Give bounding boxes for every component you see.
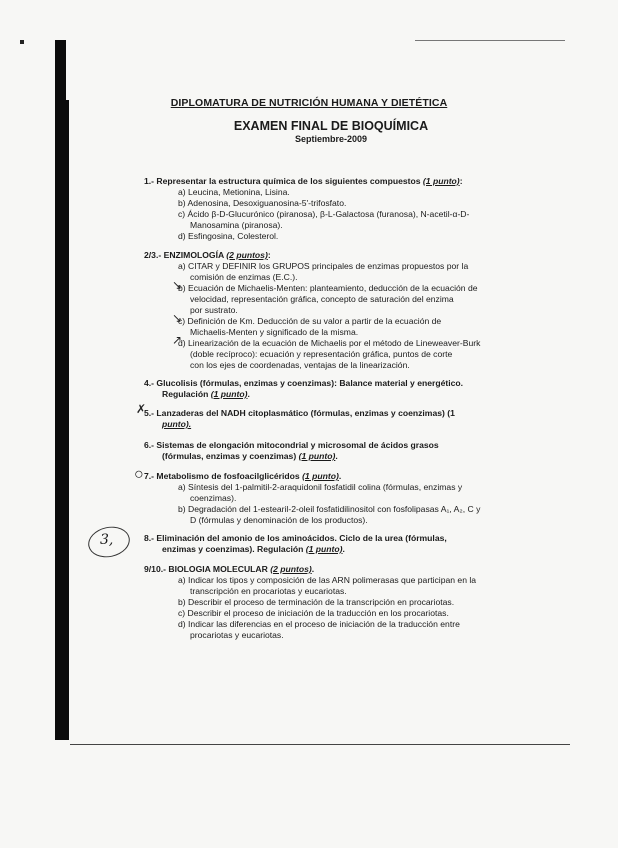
question-1-text: 1.- Representar la estructura química de los siguientes compuestos [144,176,423,186]
program-title: DIPLOMATURA DE NUTRICIÓN HUMANA Y DIETÉTICA [170,97,448,109]
question-9-10-text: 9/10.- BIOLOGIA MOLECULAR [144,564,271,574]
question-1-item-c: c) Ácido β-D-Glucurónico (piranosa), β-L-Galactosa (furanosa), N-acetil-α-D- [178,209,470,219]
exam-date: Septiembre-2009 [294,134,368,144]
question-2-3-item-c: c) Definición de Km. Deducción de su valor a partir de la ecuación de [178,316,442,326]
question-2-3-item-b-cont1: velocidad, representación gráfica, concepto de saturación del enzima [190,294,454,304]
question-2-3-item-b: b) Ecuación de Michaelis-Menten: planteamiento, deducción de la ecuación de [178,283,478,293]
question-8-line2 [162,544,345,554]
question-9-10-item-d-cont: procariotas y eucariotas. [190,630,284,640]
question-4: 4.- Glucolisis (fórmulas, enzimas y coenzimas): Balance material y energético. [144,378,464,388]
question-9-10-item-b: b) Describir el proceso de terminación de la transcripción en procariotas. [178,597,455,607]
question-9-10-points: (2 puntos) [270,564,312,574]
scan-dot [20,40,24,44]
question-1 [144,176,463,186]
question-6-suffix: . [335,451,338,461]
question-1-item-a: a) Leucina, Metionina, Lisina. [178,187,290,197]
handwritten-note: 3, [100,532,114,548]
handwritten-circle-mark: ○ [134,466,144,483]
question-7-item-b-cont: D (fórmulas y denominación de los productos). [190,515,368,525]
handwritten-check-mark: ↗ [172,333,183,347]
question-9-10-item-d: d) Indicar las diferencias en el proceso de iniciación de la traducción entre [178,619,460,629]
question-1-item-d: d) Esfingosina, Colesterol. [178,231,279,241]
question-9-10-item-a: a) Indicar los tipos y composición de las ARN polimerasas que participan en la [178,575,477,585]
question-2-3-item-d-cont2: con los ejes de coordenadas, ventajas de la linearización. [190,360,410,370]
question-2-3-item-d-cont1: (doble recíproco): ecuación y representación gráfica, puntos de corte [190,349,453,359]
question-2-3-item-a: a) CITAR y DEFINIR los GRUPOS principales de enzimas propuestos por la [178,261,469,271]
question-7 [144,471,341,481]
question-4-line2 [162,389,250,399]
handwritten-check-mark: ↘ [172,278,183,292]
handwritten-check-mark: ↘ [172,311,183,325]
scan-shadow-bar [55,40,69,740]
question-1-item-b: b) Adenosina, Desoxiguanosina-5'-trifosfato. [178,198,347,208]
question-1-suffix: : [459,176,463,186]
question-7-item-a-cont: coenzimas). [190,493,237,503]
question-2-3-item-c-cont: Michaelis-Menten y significado de la misma. [190,327,359,337]
question-6-points: (1 punto) [298,451,336,461]
exam-title: EXAMEN FINAL DE BIOQUÍMICA [233,119,429,133]
question-7-item-b: b) Degradación del 1-estearil-2-oleil fosfatidilinositol con fosfolipasas A₁, A₂, C y [178,504,481,514]
question-8-text: enzimas y coenzimas). Regulación [162,544,306,554]
question-5: 5.- Lanzaderas del NADH citoplasmático (fórmulas, enzimas y coenzimas) (1 [144,408,455,418]
question-4-regulation: Regulación [162,389,211,399]
question-8-suffix: . [342,544,345,554]
question-7-points: (1 punto) [302,471,339,481]
question-9-10-item-a-cont: transcripción en procariotas y eucariotas. [190,586,347,596]
question-2-3-item-b-cont2: por sustrato. [190,305,238,315]
question-4-points: (1 punto) [210,389,248,399]
question-1-points: (1 punto) [422,176,460,186]
question-1-item-c-cont: Manosamina (piranosa). [190,220,283,230]
question-8-points: (1 punto) [305,544,343,554]
question-6-line2 [162,451,338,461]
question-2-3-points: (2 puntos) [226,250,268,260]
bottom-rule [70,744,570,745]
handwritten-cross-mark: ✗ [136,402,147,416]
question-5-line2: punto). [162,419,192,429]
question-2-3-item-a-cont: comisión de enzimas (E.C.). [190,272,298,282]
question-2-3-text: 2/3.- ENZIMOLOGÍA [144,250,227,260]
question-2-3-suffix: : [267,250,271,260]
question-6: 6.- Sistemas de elongación mitocondrial y microsomal de ácidos grasos [144,440,439,450]
question-2-3 [144,250,271,260]
question-7-item-a: a) Síntesis del 1-palmitil-2-araquidonil fosfatidil colina (fórmulas, enzimas y [178,482,463,492]
question-8: 8.- Eliminación del amonio de los aminoácidos. Ciclo de la urea (fórmulas, [144,533,447,543]
question-2-3-item-d: d) Linearización de la ecuación de Michaelis por el método de Lineweaver-Burk [178,338,481,348]
question-7-text: 7.- Metabolismo de fosfoacilglicéridos [144,471,303,481]
question-7-suffix: . [338,471,342,481]
question-9-10-suffix: . [311,564,315,574]
top-rule [415,40,565,41]
question-4-suffix: . [247,389,250,399]
scan-shadow-notch [66,40,80,100]
question-9-10 [144,564,314,574]
question-6-text: (fórmulas, enzimas y coenzimas) [162,451,299,461]
question-9-10-item-c: c) Describir el proceso de iniciación de la traducción en los procariotas. [178,608,449,618]
